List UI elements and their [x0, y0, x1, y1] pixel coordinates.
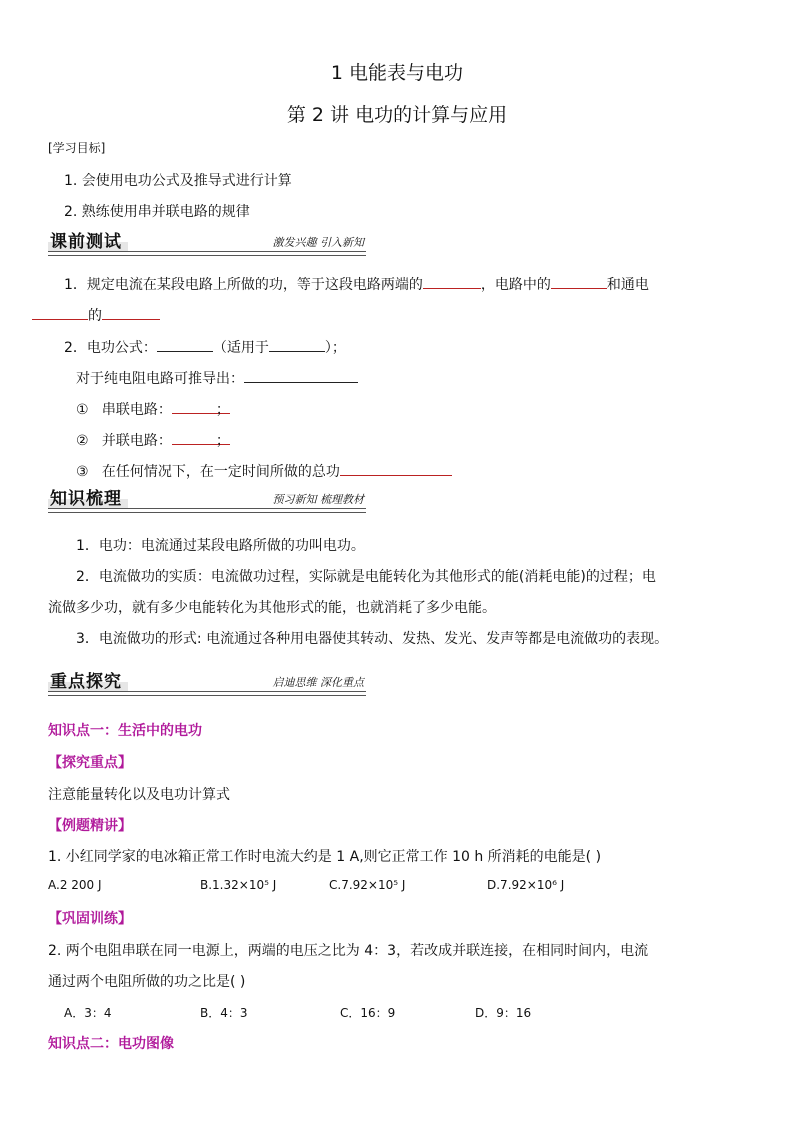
ex1-option-b[interactable]: B.1.32×10⁵ J: [200, 878, 277, 892]
q1-blank-2[interactable]: [551, 274, 607, 289]
banner-rule: [48, 508, 366, 513]
q1-text-b: ，电路中的: [480, 277, 551, 293]
ex1-option-d[interactable]: D.7.92×10⁶ J: [487, 878, 565, 892]
lesson-subtitle: 第 2 讲 电功的计算与应用: [286, 104, 508, 126]
question-2-line2: [76, 368, 358, 388]
ex2-option-d[interactable]: D．9：16: [475, 1006, 532, 1020]
objectives-label: [学习目标]: [48, 141, 106, 155]
tag-example: 【例题精讲】: [48, 818, 132, 834]
section-heading: 知识梳理: [50, 489, 122, 509]
question-1-line1: [64, 274, 649, 294]
objective-2: 2. 熟练使用串并联电路的规律: [64, 204, 250, 220]
ex2-option-c[interactable]: C．16：9: [340, 1006, 396, 1020]
question-2-line1: [64, 337, 346, 357]
section-tagline: 预习新知 梳理教材: [272, 493, 364, 506]
section-tagline: 激发兴趣 引入新知: [272, 236, 364, 249]
objective-1: 1. 会使用电功公式及推导式进行计算: [64, 173, 292, 189]
q2-text-c: ）；: [324, 340, 346, 356]
q1-text-a: 1．规定电流在某段电路上所做的功，等于这段电路两端的: [64, 277, 423, 293]
case-2-end: ；: [215, 433, 230, 449]
case-parallel: [76, 430, 230, 450]
q1-blank-1[interactable]: [423, 274, 481, 289]
practice-question-2-line2: 通过两个电阻所做的功之比是( ): [48, 974, 246, 990]
section-tagline: 启迪思维 深化重点: [272, 676, 364, 689]
q2-blank-1[interactable]: [157, 337, 213, 352]
case-3-blank[interactable]: [340, 461, 452, 476]
case-1-end: ；: [215, 402, 230, 418]
knowledge-point-heading-2: 知识点二：电功图像: [48, 1036, 174, 1052]
focus-text: 注意能量转化以及电功计算式: [48, 787, 230, 803]
q1-blank-3[interactable]: [32, 305, 88, 320]
practice-question-2-line1: 2. 两个电阻串联在同一电源上，两端的电压之比为 4：3，若改成并联连接，在相同时间内，电流: [48, 943, 649, 959]
q2-blank-2[interactable]: [269, 337, 325, 352]
section-banner-knowledge: [48, 485, 366, 513]
case-2-number: ②: [76, 433, 89, 449]
q2-blank-3[interactable]: [244, 368, 358, 383]
case-1-text: 串联电路：: [101, 402, 172, 418]
section-heading: 重点探究: [50, 672, 122, 692]
ex1-option-a[interactable]: A.2 200 J: [48, 878, 102, 892]
ex1-option-c[interactable]: C.7.92×10⁵ J: [329, 878, 406, 892]
q1-text-c: 和通电: [606, 277, 649, 293]
lesson-title: 1 电能表与电功: [330, 62, 464, 84]
knowledge-point-2-line2: 流做多少功，就有多少电能转化为其他形式的能，也就消耗了多少电能。: [48, 600, 496, 616]
tag-practice: 【巩固训练】: [48, 911, 132, 927]
q2-line2-text: 对于纯电阻电路可推导出：: [76, 371, 244, 387]
knowledge-point-3: 3．电流做功的形式: 电流通过各种用电器使其转动、发热、发光、发声等都是电流做功的表现。: [76, 631, 669, 647]
case-1-number: ①: [76, 402, 89, 418]
ex2-option-b[interactable]: B．4：3: [200, 1006, 248, 1020]
q2-text-a: 2．电功公式：: [64, 340, 157, 356]
case-2-text: 并联电路：: [101, 433, 172, 449]
q1-blank-4[interactable]: [102, 305, 160, 320]
case-3-number: ③: [76, 464, 89, 480]
example-question-1: 1. 小红同学家的电冰箱正常工作时电流大约是 1 A,则它正常工作 10 h 所消耗的电能是( ): [48, 849, 602, 865]
question-1-line2: [32, 305, 160, 325]
case-3-text: 在任何情况下，在一定时间所做的总功: [101, 464, 340, 480]
case-series: [76, 399, 230, 419]
section-banner-pretest: [48, 228, 366, 256]
knowledge-point-1: 1．电功：电流通过某段电路所做的功叫电功。: [76, 538, 365, 554]
ex2-option-a[interactable]: A．3：4: [64, 1006, 112, 1020]
banner-rule: [48, 691, 366, 696]
section-banner-focus: [48, 668, 366, 696]
banner-rule: [48, 251, 366, 256]
knowledge-point-2-line1: 2．电流做功的实质：电流做功过程，实际就是电能转化为其他形式的能(消耗电能)的过程；电: [76, 569, 656, 585]
case-general: [76, 461, 452, 481]
section-heading: 课前测试: [50, 232, 122, 252]
knowledge-point-heading-1: 知识点一：生活中的电功: [48, 723, 202, 739]
tag-focus: 【探究重点】: [48, 755, 132, 771]
q1-text-d: 的: [88, 308, 102, 324]
q2-text-b: （适用于: [212, 340, 269, 356]
